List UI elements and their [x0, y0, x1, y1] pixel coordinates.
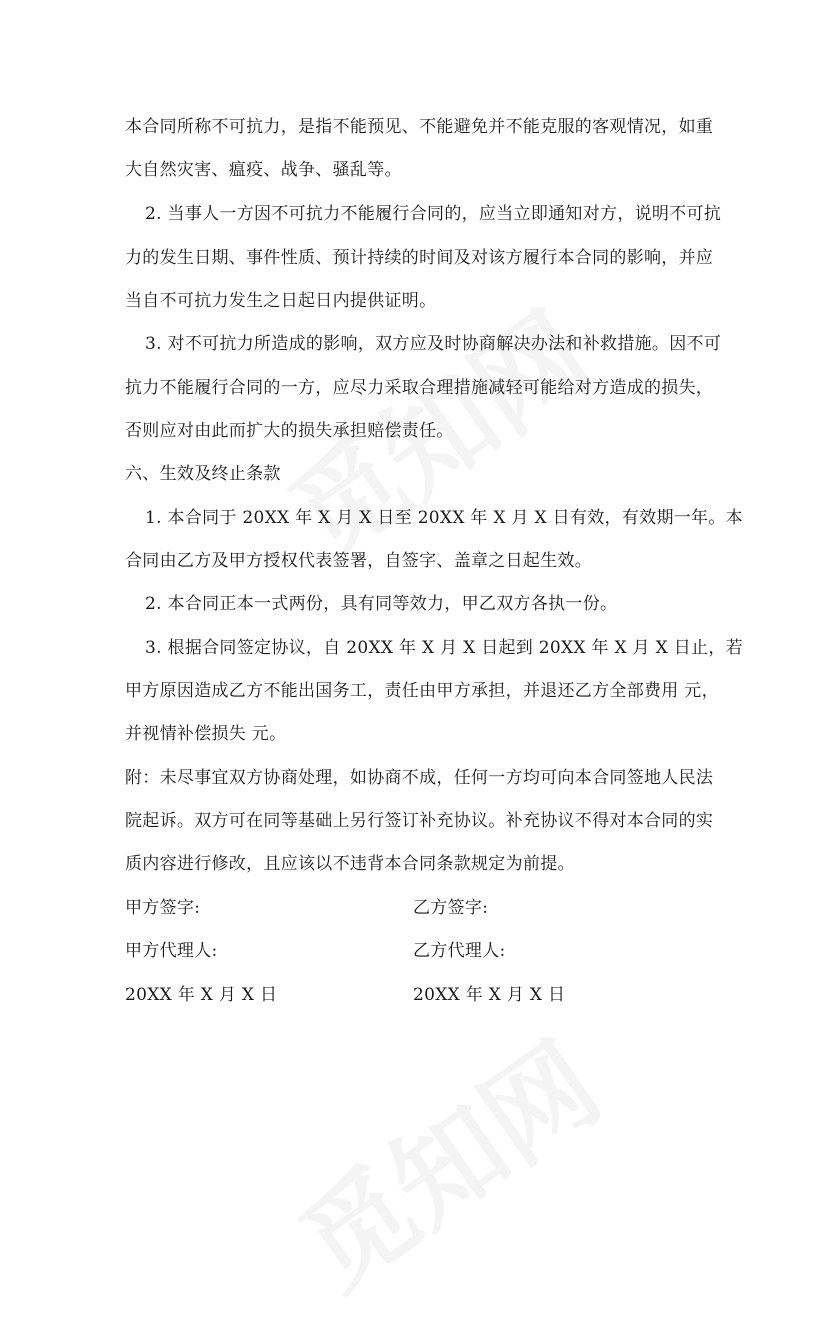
- paragraph-line: 大自然灾害、瘟疫、战争、骚乱等。: [125, 160, 402, 180]
- paragraph-line: 并视情补偿损失 元。: [125, 724, 287, 744]
- paragraph-line: 3. 根据合同签定协议，自 20XX 年 X 月 X 日起到 20XX 年 X 月 X 日止，若: [145, 638, 743, 658]
- paragraph-line: 甲方原因造成乙方不能出国务工，责任由甲方承担，并退还乙方全部费用 元，: [125, 681, 719, 701]
- party-a-agent-label: 甲方代理人:: [125, 941, 218, 961]
- paragraph-line: 3. 对不可抗力所造成的影响，双方应及时协商解决办法和补救措施。因不可: [145, 334, 722, 354]
- paragraph-line: 院起诉。双方可在同等基础上另行签订补充协议。补充协议不得对本合同的实: [125, 811, 714, 831]
- paragraph-line: 附：未尽事宜双方协商处理，如协商不成，任何一方均可向本合同签地人民法: [125, 768, 714, 788]
- party-a-sign-label: 甲方签字:: [125, 898, 201, 918]
- paragraph-line: 2. 本合同正本一式两份，具有同等效力，甲乙双方各执一份。: [145, 594, 618, 614]
- party-b-sign-label: 乙方签字:: [413, 898, 489, 918]
- paragraph-line: 质内容进行修改，且应该以不违背本合同条款规定为前提。: [125, 854, 575, 874]
- section-heading: 六、生效及终止条款: [125, 464, 281, 484]
- paragraph-line: 否则应对由此而扩大的损失承担赔偿责任。: [125, 421, 454, 441]
- party-a-date: 20XX 年 X 月 X 日: [125, 985, 278, 1005]
- watermark: [265, 1000, 626, 1318]
- paragraph-line: 本合同所称不可抗力，是指不能预见、不能避免并不能克服的客观情况，如重: [125, 117, 714, 137]
- paragraph-line: 抗力不能履行合同的一方，应尽力采取合理措施减轻可能给对方造成的损失，: [125, 378, 714, 398]
- paragraph-line: 力的发生日期、事件性质、预计持续的时间及对该方履行本合同的影响，并应: [125, 248, 714, 268]
- party-b-date: 20XX 年 X 月 X 日: [413, 985, 566, 1005]
- paragraph-line: 1. 本合同于 20XX 年 X 月 X 日至 20XX 年 X 月 X 日有效，有效期一年。本: [145, 508, 743, 528]
- paragraph-line: 合同由乙方及甲方授权代表签署，自签字、盖章之日起生效。: [125, 551, 593, 571]
- paragraph-line: 当自不可抗力发生之日起日内提供证明。: [125, 291, 437, 311]
- paragraph-line: 2. 当事人一方因不可抗力不能履行合同的，应当立即通知对方，说明不可抗: [145, 204, 722, 224]
- party-b-agent-label: 乙方代理人:: [413, 941, 506, 961]
